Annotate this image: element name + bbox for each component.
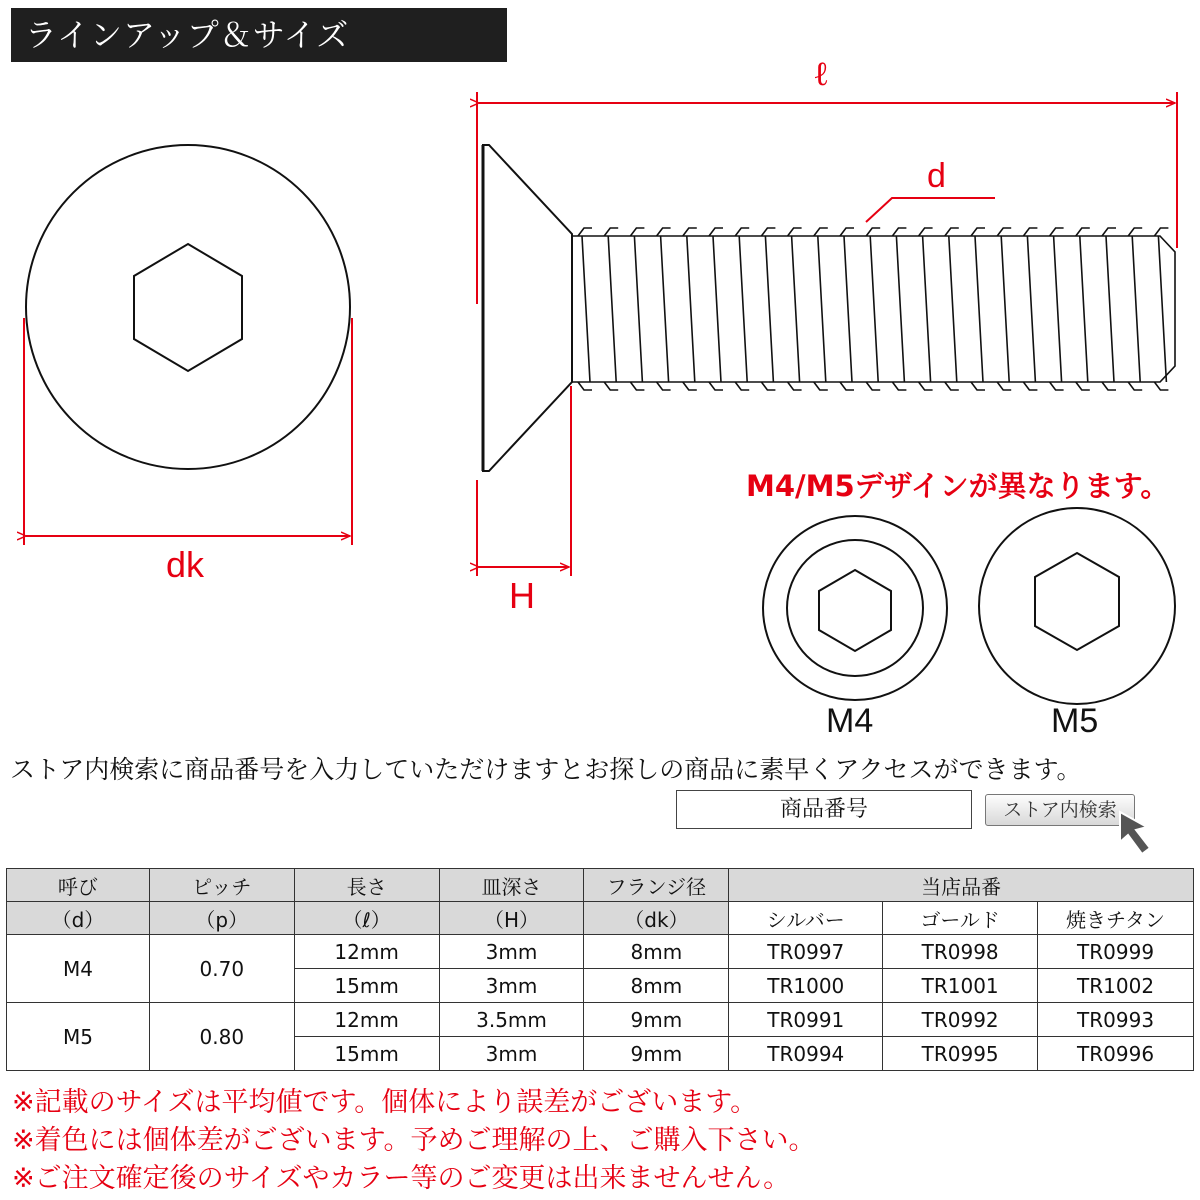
gold-code-cell: TR0998 [883,935,1038,969]
titan-code-cell: TR0993 [1038,1003,1194,1037]
d-leader-line [866,198,995,222]
gold-code-cell: TR0992 [883,1003,1038,1037]
pitch-cell: 0.70 [149,935,294,1003]
m4-head-outer [763,516,947,700]
header-gold: ゴールド [883,902,1038,935]
header-pitch: ピッチ [149,869,294,902]
header-size: 呼び [7,869,150,902]
m4-hex-socket-icon [819,570,891,651]
header-flange-sub: （dk） [584,902,729,935]
header-product-number: 当店品番 [729,869,1194,902]
depth-cell: 3mm [439,1037,584,1071]
table-row [7,935,1194,969]
length-cell: 15mm [294,1037,439,1071]
length-label: ℓ [813,54,830,94]
size-cell: M4 [7,935,150,1003]
header-titan: 焼きチタン [1038,902,1194,935]
m5-head [979,508,1175,704]
table-row [7,1003,1194,1037]
header-size-sub: （d） [7,902,150,935]
titan-code-cell: TR0999 [1038,935,1194,969]
silver-code-cell: TR0994 [729,1037,883,1071]
m4-label: M4 [826,702,874,740]
m4-head-inner [787,540,923,676]
header-silver: シルバー [729,902,883,935]
note-average-size: ※記載のサイズは平均値です。個体により誤差がございます。 [12,1087,758,1118]
screw-head-side-view [483,145,572,471]
depth-cell: 3.5mm [439,1003,584,1037]
product-number-box: 商品番号 [676,790,972,829]
head-depth-label: H [509,575,535,616]
gold-code-cell: TR0995 [883,1037,1038,1071]
flange-diameter-label: dk [166,544,205,585]
thread-diameter-label: d [927,157,946,195]
gold-code-cell: TR1001 [883,969,1038,1003]
spec-table [6,868,1194,1071]
silver-code-cell: TR1000 [729,969,883,1003]
depth-cell: 3mm [439,969,584,1003]
flange-cell: 8mm [584,935,729,969]
screw-thread [572,228,1175,390]
flange-cell: 8mm [584,969,729,1003]
mouse-pointer-icon [1116,808,1166,860]
length-cell: 12mm [294,935,439,969]
hex-socket-icon [134,244,242,371]
search-instruction: ストア内検索に商品番号を入力していただけますとお探しの商品に素早くアクセスができます。 [10,755,1082,784]
screw-head-top-view [26,145,350,469]
header-flange: フランジ径 [584,869,729,902]
note-color-variation: ※着色には個体差がございます。予めご理解の上、ご購入下さい。 [12,1125,816,1156]
silver-code-cell: TR0997 [729,935,883,969]
length-cell: 12mm [294,1003,439,1037]
silver-code-cell: TR0991 [729,1003,883,1037]
note-no-changes: ※ご注文確定後のサイズやカラー等のご変更は出来ませんせん。 [12,1163,791,1194]
m5-label: M5 [1051,702,1099,740]
design-difference-note: M4/M5デザインが異なります。 [746,469,1170,503]
store-search-button[interactable]: ストア内検索 [985,794,1135,826]
section-title: ラインアップ＆サイズ [11,8,507,62]
pitch-cell: 0.80 [149,1003,294,1071]
length-cell: 15mm [294,969,439,1003]
header-depth-sub: （H） [439,902,584,935]
titan-code-cell: TR1002 [1038,969,1194,1003]
depth-cell: 3mm [439,935,584,969]
header-depth: 皿深さ [439,869,584,902]
header-length: 長さ [294,869,439,902]
flange-cell: 9mm [584,1037,729,1071]
flange-cell: 9mm [584,1003,729,1037]
size-cell: M5 [7,1003,150,1071]
m5-hex-socket-icon [1035,553,1119,650]
header-pitch-sub: （p） [149,902,294,935]
titan-code-cell: TR0996 [1038,1037,1194,1071]
header-length-sub: （ℓ） [294,902,439,935]
